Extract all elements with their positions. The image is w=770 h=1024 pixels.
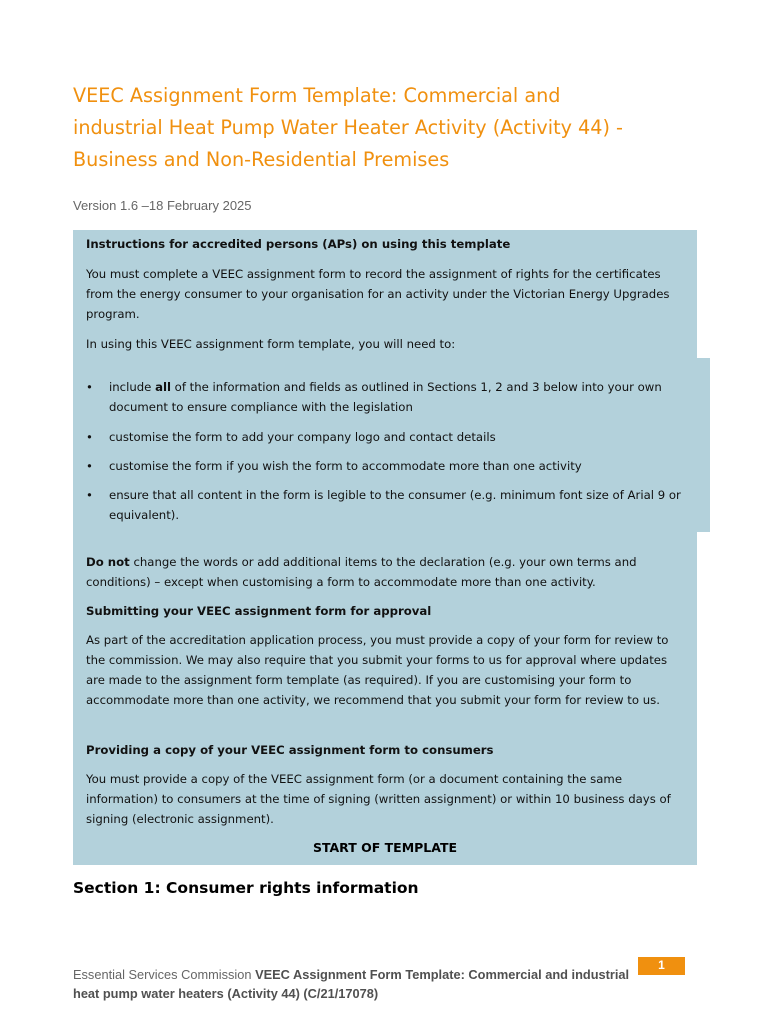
footer-org: Essential Services Commission — [73, 967, 252, 982]
do-not-paragraph — [86, 552, 686, 592]
do-not-text: change the words or add additional items to the declaration (e.g. your own terms and conditions) – except when customising a form to accommodate more than one activity. — [86, 555, 637, 589]
instructions-heading: Instructions for accredited persons (APs) on using this template — [86, 237, 511, 251]
footer — [73, 965, 633, 1003]
footer-doc-title: VEEC Assignment Form Template: Commercial and industrial heat pump water heaters (Activity 44) (C/21/17078) — [73, 967, 630, 1001]
list-item — [86, 485, 696, 525]
bullet-text: ensure that all content in the form is legible to the consumer (e.g. minimum font size of Arial 9 or equivalent). — [109, 488, 681, 522]
instructions-bullet-list — [86, 377, 696, 525]
bullet-icon: • — [86, 459, 93, 473]
document-title: VEEC Assignment Form Template: Commercial and industrial Heat Pump Water Heater Activity (Activity 44) - Business and Non-Residential Premises — [73, 84, 623, 171]
start-of-template-label: START OF TEMPLATE — [312, 840, 458, 855]
bullet-text: customise the form to add your company logo and contact details — [109, 430, 496, 444]
bullet-icon: • — [86, 380, 93, 394]
bullet-emphasis: all — [155, 380, 171, 394]
instructions-box — [73, 230, 697, 865]
bullet-icon: • — [86, 488, 93, 502]
instructions-paragraph-1: You must complete a VEEC assignment form to record the assignment of rights for the certificates from the energy consumer to your organisation for an activity under the Victorian Energy Upgrades program. — [86, 267, 670, 321]
section-1-heading: Section 1: Consumer rights information — [73, 879, 419, 897]
instructions-box-extension — [697, 358, 710, 532]
bullet-text: customise the form if you wish the form to accommodate more than one activity — [109, 459, 582, 473]
submitting-heading: Submitting your VEEC assignment form for approval — [86, 604, 432, 618]
list-item — [86, 377, 696, 417]
providing-paragraph: You must provide a copy of the VEEC assignment form (or a document containing the same information) to consumers at the time of signing (written assignment) or within 10 business days of signing (electronic assignment). — [86, 772, 671, 826]
bullet-text: include — [109, 380, 156, 394]
do-not-emphasis: Do not — [86, 555, 130, 569]
providing-heading: Providing a copy of your VEEC assignment form to consumers — [86, 743, 494, 757]
list-item — [86, 427, 696, 447]
bullet-icon: • — [86, 430, 93, 444]
instructions-paragraph-2: In using this VEEC assignment form template, you will need to: — [86, 337, 456, 351]
bullet-text: of the information and fields as outlined in Sections 1, 2 and 3 below into your own document to ensure compliance with the legislation — [109, 380, 662, 414]
submitting-paragraph: As part of the accreditation application process, you must provide a copy of your form for review to the commission. We may also require that you submit your forms to us for approval where updates are made to the assignment form template (as required). If you are customising your form to accommodate more than one activity, we recommend that you submit your form for review to us. — [86, 633, 669, 707]
version-line: Version 1.6 –18 February 2025 — [73, 198, 252, 213]
list-item — [86, 456, 696, 476]
page-number-badge: 1 — [638, 957, 685, 975]
